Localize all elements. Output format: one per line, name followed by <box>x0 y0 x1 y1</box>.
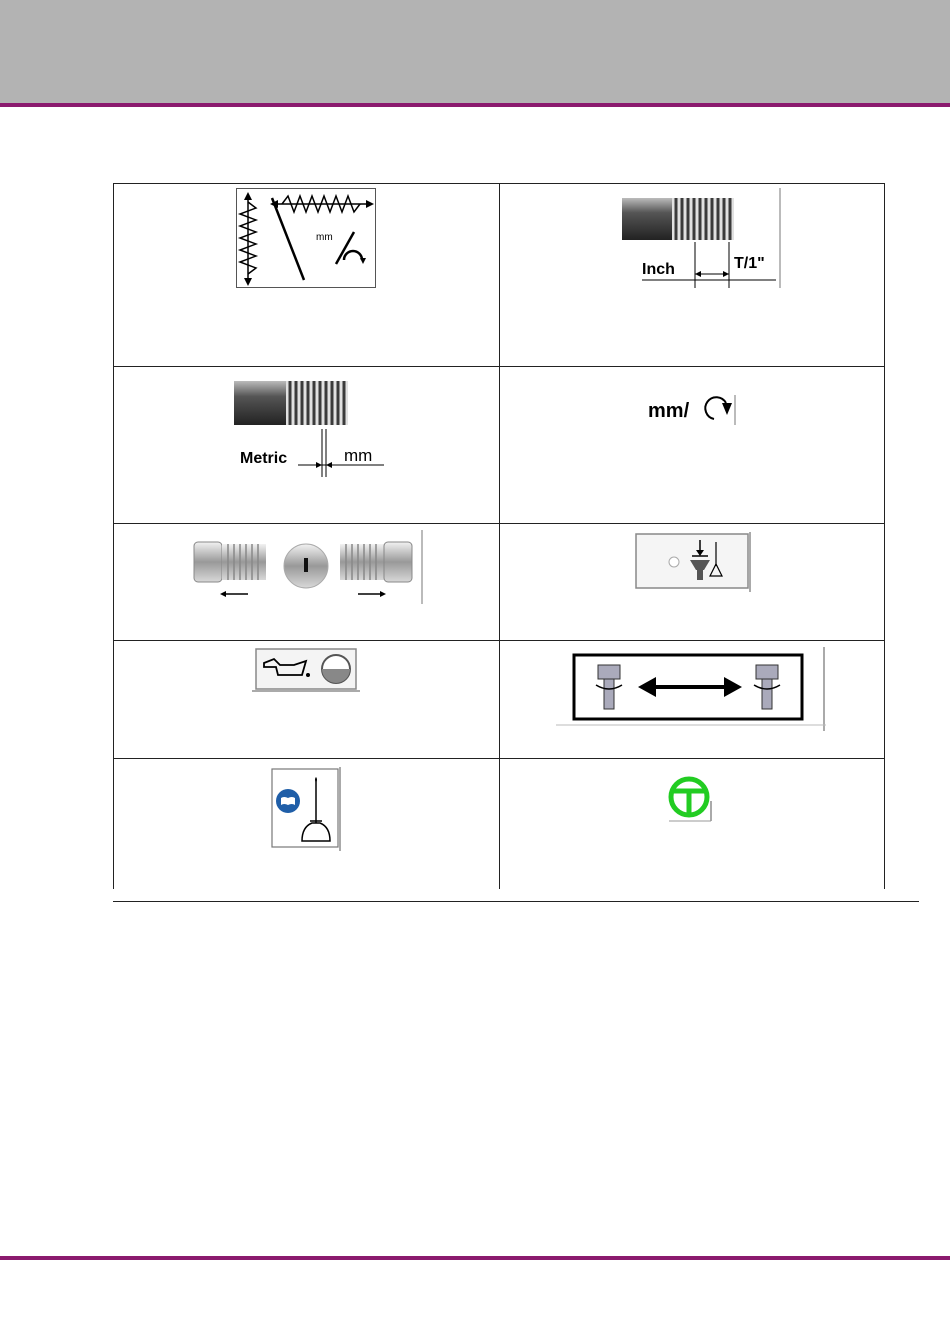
cell-emergency-stop <box>499 759 885 890</box>
cell-metric-thread <box>114 367 500 524</box>
longitudinal-cross-feed-icon <box>236 188 376 288</box>
header-rule <box>0 103 950 107</box>
metric-pitch-label: mm <box>344 446 373 465</box>
oil-level-icon <box>250 645 362 693</box>
feed-per-rev-label: mm/ <box>647 400 689 422</box>
coolant-pump-switch-icon <box>630 530 754 594</box>
emergency-stop-icon <box>667 773 717 823</box>
cell-lubrication <box>114 759 500 890</box>
cell-oil-level <box>114 641 500 759</box>
metric-label: Metric <box>240 450 288 467</box>
read-manual-lubrication-icon <box>268 765 344 851</box>
table-bottom-rule <box>113 901 919 902</box>
thread-direction-selector-icon <box>186 528 426 604</box>
cell-thread-direction <box>114 524 500 641</box>
cell-coolant-switch <box>499 524 885 641</box>
inch-thread-icon <box>602 188 782 288</box>
table-row <box>114 367 885 524</box>
table-row <box>114 641 885 759</box>
cell-feed-per-rev <box>499 367 885 524</box>
table-row <box>114 184 885 367</box>
distance-between-centers-icon <box>554 647 830 733</box>
table-row <box>114 759 885 890</box>
feed-per-revolution-icon <box>646 393 738 427</box>
tpi-label: T/1" <box>733 255 765 272</box>
symbol-table <box>113 183 885 889</box>
cell-inch-thread <box>499 184 885 367</box>
footer-rule <box>0 1256 950 1260</box>
header-band <box>0 0 950 103</box>
metric-thread-icon <box>216 373 396 483</box>
table-row <box>114 524 885 641</box>
feed-unit-label: mm <box>316 232 333 243</box>
cell-spindle-distance <box>499 641 885 759</box>
inch-label: Inch <box>641 261 675 278</box>
cell-feed-symbol <box>114 184 500 367</box>
